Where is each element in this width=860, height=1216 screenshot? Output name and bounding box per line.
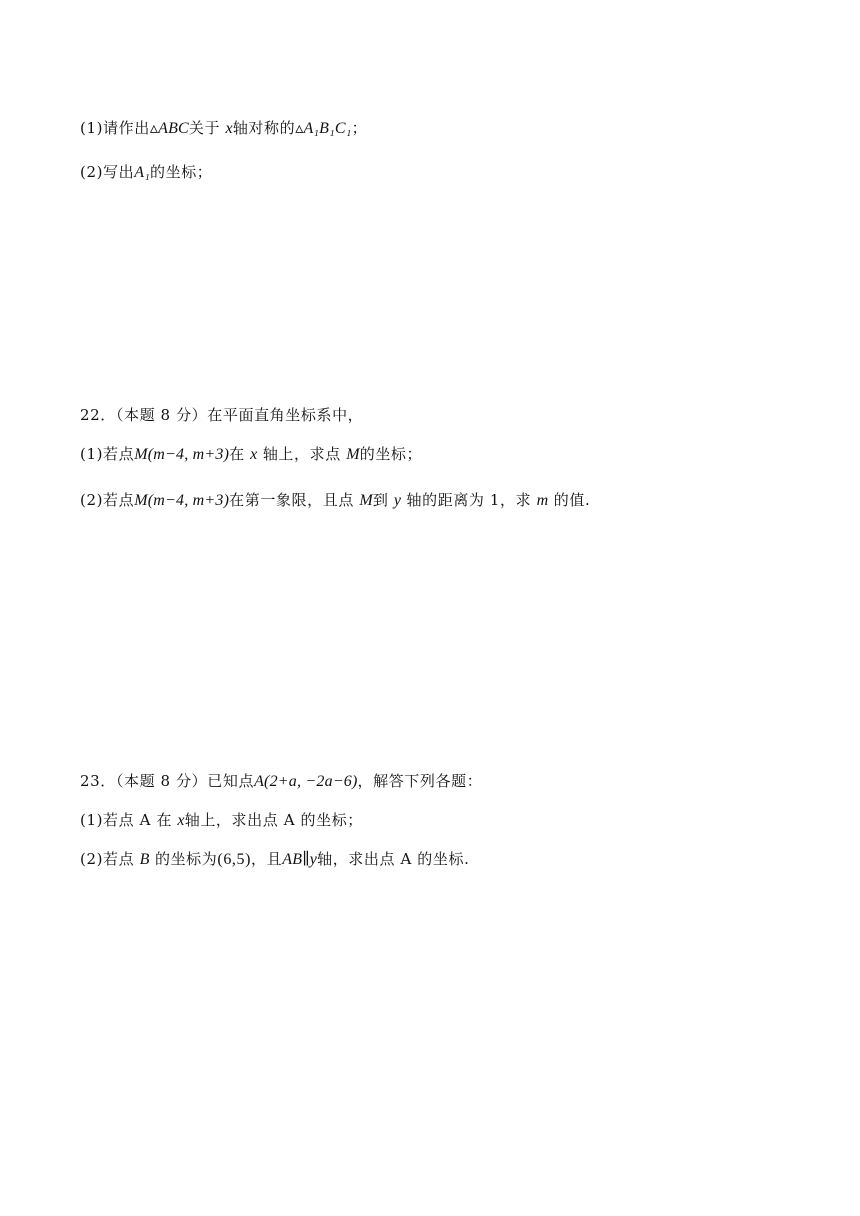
q22-header-text: 22．（本题 8 分）在平面直角坐标系中， [80,406,364,424]
q23-part2-mid: 的坐标为 [154,850,218,868]
q21-part1-suffix: ； [351,119,368,137]
q21-axis-x: x [225,120,233,137]
q22-point-m-2: M(m−4, m+3) [134,492,230,509]
q23-part1 [80,810,363,831]
q21-point-a1: A₁ [134,164,150,181]
q23-part2-prefix: (2)若点 [80,850,135,868]
q23-ab-parallel-y: AB∥y [282,851,318,868]
q23-part1-point: A [139,811,152,829]
q23-part1-mid: 在 [156,811,173,829]
q23-header [80,771,482,792]
q21-part2-prefix: (2)写出 [80,163,135,181]
q22-point-m: M(m−4, m+3) [134,446,230,463]
q22-part2-suffix: 的值. [553,491,591,509]
q22-var-m-2: M [359,492,373,509]
q22-part1-mid2: 轴上，求点 [262,445,341,463]
q22-part1-mid: 在 [229,445,245,463]
q23-axis-x: x [177,812,185,829]
q23-part1-suffix: 轴上，求出点 A 的坐标； [184,811,363,829]
q23-point-b: B [139,851,150,868]
q22-part2-mid2: 到 [372,491,389,509]
q23-part2-mid2: ，且 [251,850,283,868]
q23-point-a: A(2+a, −2a−6) [254,773,358,790]
q23-header-suffix: ，解答下列各题： [357,772,483,790]
q22-var-m-lower: m [536,492,549,509]
q22-part1 [80,444,422,465]
q22-part2-prefix: (2)若点 [80,491,135,509]
q21-part2 [80,162,212,183]
q23-part2-suffix: 轴，求出点 A 的坐标. [317,850,470,868]
q22-part2-mid3: 轴的距离为 1，求 [406,491,532,509]
q23-coords-b: (6,5) [217,851,252,868]
q22-part2-mid: 在第一象限，且点 [229,491,354,509]
q21-part1-prefix: (1)请作出 [80,119,150,137]
q21-triangle-a1b1c1: ▵A₁B₁C₁ [295,120,352,137]
q22-part2 [80,490,590,511]
q21-part1-mid2: 轴对称的 [232,119,296,137]
q22-header [80,405,363,425]
q22-part1-suffix: 的坐标； [359,445,423,463]
q21-part2-suffix: 的坐标； [150,163,213,181]
q22-axis-y: y [393,492,402,509]
q22-var-m: M [346,446,360,463]
q23-header-prefix: 23．（本题 8 分）已知点 [80,772,255,790]
q21-triangle-abc: ▵ABC [149,120,189,137]
q22-axis-x: x [250,446,258,463]
q21-part1 [80,118,367,139]
q22-part1-prefix: (1)若点 [80,445,135,463]
q21-part1-mid: 关于 [188,119,221,137]
q23-part2 [80,849,469,870]
q23-part1-prefix: (1)若点 [80,811,135,829]
